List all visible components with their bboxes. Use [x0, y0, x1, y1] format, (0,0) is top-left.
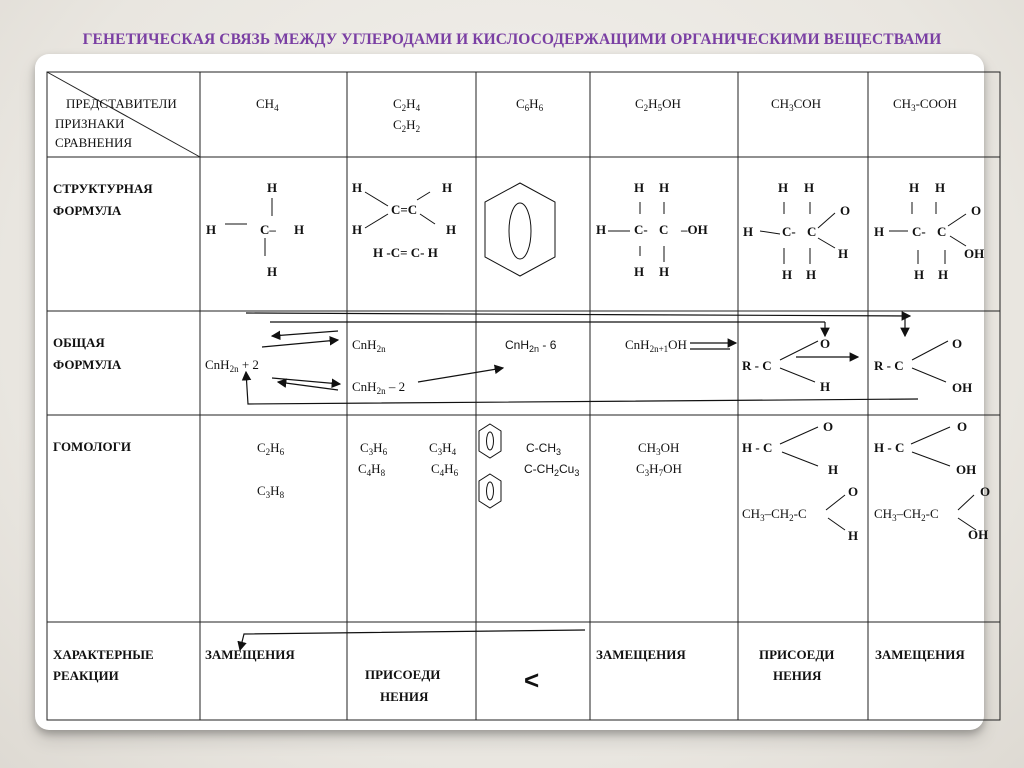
ethanol-h3: H: [596, 222, 607, 237]
homolog-methanol: $CH_3OH$: [638, 440, 680, 457]
general-alkyne: CnH$_{2n}$ – 2: [352, 379, 406, 396]
ethene-h3: H: [352, 222, 363, 237]
homolog-acid2-chain: $CH_3-CH_2-C$: [874, 506, 939, 523]
acid-h3: H: [874, 224, 885, 239]
general-aldehyde-rc: R - C: [742, 358, 772, 373]
ethene-cc: C=C: [391, 202, 418, 217]
homolog-acid-o: O: [957, 419, 968, 434]
aldehyde-group-bonds: [780, 341, 948, 382]
acid-h4: H: [914, 267, 925, 282]
general-aldehyde-o: O: [820, 336, 831, 351]
general-alcohol: CnH$_{2n+1}$OH: [625, 337, 687, 354]
acetaldehyde-h3: H: [743, 224, 754, 239]
ethanol-c2: C: [659, 222, 669, 237]
row-label-structural-2: ФОРМУЛА: [53, 203, 122, 218]
homolog-propyne: $C_3H_4$: [429, 440, 457, 457]
ethanol-h2: H: [659, 180, 670, 195]
homolog-acid-hc: H - C: [874, 440, 905, 455]
acid-c2: C: [937, 224, 947, 239]
acetaldehyde-c1: C-: [782, 224, 796, 239]
general-alkene: CnH$_{2n}$: [352, 337, 386, 354]
methane-h-left: H: [206, 222, 217, 237]
homolog-acid-oh: OH: [956, 462, 977, 477]
reaction-aldehyde-2: НЕНИЯ: [773, 668, 822, 683]
reaction-aldehyde-1: ПРИСОЕДИ: [759, 647, 835, 662]
methane-h-right: H: [294, 222, 305, 237]
row-label-general-1: ОБЩАЯ: [53, 335, 105, 350]
homolog-ethylbenzene: $C-CH_2Cu_3$: [524, 462, 580, 478]
homolog-aldehyde2-chain: $CH_3-CH_2-C$: [742, 506, 807, 523]
reaction-arene: <: [524, 665, 540, 695]
row-label-reactions-1: ХАРАКТЕРНЫЕ: [53, 647, 154, 662]
homolog-aldehyde2-o: O: [848, 484, 859, 499]
ethanol-oh: –OH: [681, 222, 708, 237]
homolog-benzene-rings: [479, 424, 501, 508]
homolog-propane: $C_3H_8$: [257, 483, 285, 500]
acetaldehyde-h1: H: [778, 180, 789, 195]
header-methane: $CH_4$: [256, 96, 279, 113]
header-ethene: $C_2H_4$: [393, 96, 421, 113]
acetaldehyde-h6: H: [806, 267, 817, 282]
acid-o: O: [971, 203, 982, 218]
acid-h2: H: [935, 180, 946, 195]
page-title: ГЕНЕТИЧЕСКАЯ СВЯЗЬ МЕЖДУ УГЛЕРОДАМИ И КИСЛОСОДЕРЖАЩИМИ ОРГАНИЧЕСКИМИ ВЕЩЕСТВАМИ: [82, 31, 942, 48]
acetaldehyde-h2: H: [804, 180, 815, 195]
reaction-acid: ЗАМЕЩЕНИЯ: [875, 647, 965, 662]
general-acid-o: O: [952, 336, 963, 351]
table-border: [47, 72, 1000, 720]
general-acid-rc: R - C: [874, 358, 904, 373]
homolog-toluene: $C-CH_3$: [526, 441, 562, 457]
acid-c1: C-: [912, 224, 926, 239]
acetaldehyde-h5: H: [782, 267, 793, 282]
ethanol-h4: H: [634, 264, 645, 279]
methane-c: C–: [260, 222, 276, 237]
homolog-acid2-o: O: [980, 484, 991, 499]
ethanol-c1: C-: [634, 222, 648, 237]
general-arene: CnH$_{2n}$ - 6: [505, 338, 557, 354]
methane-h-bottom: H: [267, 264, 278, 279]
row-label-general-2: ФОРМУЛА: [53, 357, 122, 372]
header-ethanol: $C_2H_5OH$: [635, 96, 681, 113]
reaction-unsat-1: ПРИСОЕДИ: [365, 667, 441, 682]
acetaldehyde-c2: C: [807, 224, 817, 239]
row-label-reactions-2: РЕАКЦИИ: [53, 668, 119, 683]
benzene-ring: [485, 183, 555, 276]
acetaldehyde-bonds: [760, 202, 835, 264]
ethyne-structure: H -C= C- H: [373, 245, 438, 260]
acid-oh: OH: [964, 246, 985, 261]
homolog-ethane: $C_2H_6$: [257, 440, 285, 457]
ethanol-h5: H: [659, 264, 670, 279]
homolog-aldehyde2-h: H: [848, 528, 859, 543]
row-label-structural-1: СТРУКТУРНАЯ: [53, 181, 153, 196]
ethene-h1: H: [352, 180, 363, 195]
acid-h5: H: [938, 267, 949, 282]
acid-h1: H: [909, 180, 920, 195]
header-representatives: ПРЕДСТАВИТЕЛИ: [66, 96, 177, 111]
general-acid-oh: OH: [952, 380, 973, 395]
homolog-propanol: $C_3H_7OH$: [636, 461, 682, 478]
row-label-homologs: ГОМОЛОГИ: [53, 439, 131, 454]
reaction-alkane: ЗАМЕЩЕНИЯ: [205, 647, 295, 662]
header-criteria-1: ПРИЗНАКИ: [55, 116, 125, 131]
header-acetic-acid: $CH_3$-COOH: [893, 96, 957, 113]
homolog-butyne: $C_4H_6$: [431, 461, 459, 478]
homolog-acid2-oh: OH: [968, 527, 989, 542]
general-aldehyde-h: H: [820, 379, 831, 394]
header-benzene: $C_6H_6$: [516, 96, 544, 113]
homolog-aldehyde-h: H: [828, 462, 839, 477]
homolog-butene: $C_4H_8$: [358, 461, 386, 478]
methane-h-top: H: [267, 180, 278, 195]
acetic-acid-bonds: [889, 202, 966, 264]
header-criteria-2: СРАВНЕНИЯ: [55, 135, 133, 150]
reaction-alcohol: ЗАМЕЩЕНИЯ: [596, 647, 686, 662]
general-alkane: CnH$_{2n}$ + 2: [205, 357, 259, 374]
homolog-aldehyde-o: O: [823, 419, 834, 434]
acetaldehyde-h4: H: [838, 246, 849, 261]
ethene-h4: H: [446, 222, 457, 237]
ethene-h2: H: [442, 180, 453, 195]
homolog-aldehyde-hc: H - C: [742, 440, 773, 455]
reaction-unsat-2: НЕНИЯ: [380, 689, 429, 704]
ethanol-h1: H: [634, 180, 645, 195]
header-acetaldehyde: $CH_3COH$: [771, 96, 822, 113]
header-ethyne: $C_2H_2$: [393, 117, 421, 134]
homolog-propene: $C_3H_6$: [360, 440, 388, 457]
acetaldehyde-o: O: [840, 203, 851, 218]
